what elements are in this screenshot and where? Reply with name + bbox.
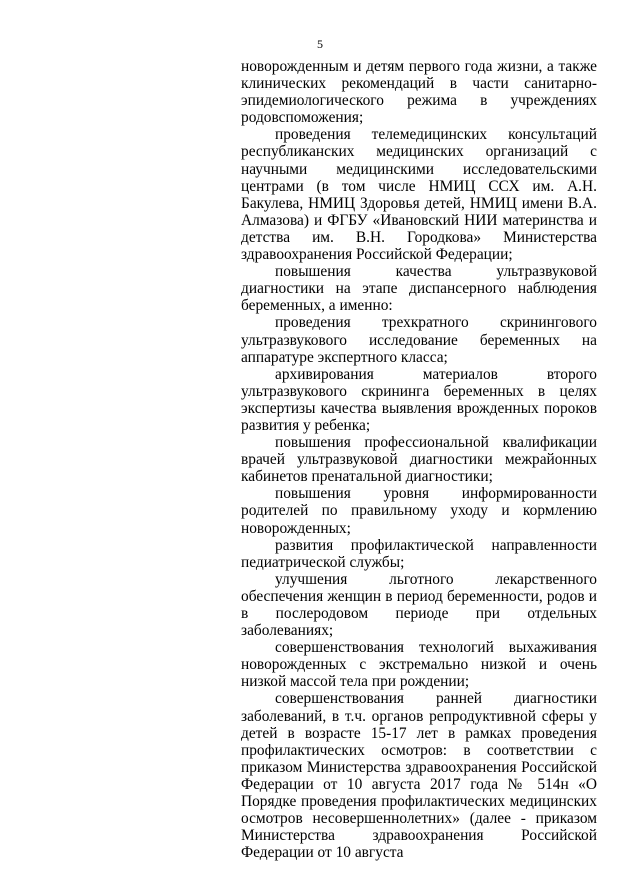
paragraph: проведения трехкратного скринингового ультразвукового исследование беременных на аппаратуре экспертного класса; <box>241 314 597 366</box>
page-number: 5 <box>317 37 323 51</box>
paragraph: повышения профессиональной квалификации врачей ультразвуковой диагностики межрайонных кабинетов пренатальной диагностики; <box>241 434 597 486</box>
paragraph: повышения качества ультразвуковой диагностики на этапе диспансерного наблюдения беременных, а именно: <box>241 263 597 315</box>
paragraph: совершенствования технологий выхаживания новорожденных с экстремально низкой и очень низкой массой тела при рождении; <box>241 639 597 691</box>
paragraph: новорожденным и детям первого года жизни, а также клинических рекомендаций в части санитарно-эпидемиологического режима в учреждениях родовспоможения; <box>241 58 597 127</box>
paragraph: проведения телемедицинских консультаций республиканских медицинских организаций с научными медицинскими исследовательскими центрами (в том числе НМИЦ ССХ им. А.Н. Бакулева, НМИЦ Здоровья детей, НМИЦ имени В.А. Алмазова) и ФГБУ «Ивановский НИИ материнства и детства им. В.Н. Городкова» Министерства здравоохранения Российской Федерации; <box>241 126 597 264</box>
body-text <box>241 58 597 861</box>
paragraph: архивирования материалов второго ультразвукового скрининга беременных в целях экспертизы качества выявления врожденных пороков развития у ребенка; <box>241 365 597 434</box>
paragraph: улучшения льготного лекарственного обеспечения женщин в период беременности, родов и в послеродовом периоде при отдельных заболеваниях; <box>241 570 597 640</box>
paragraph: развития профилактической направленности педиатрической службы; <box>241 536 597 571</box>
paragraph: совершенствования ранней диагностики заболеваний, в т.ч. органов репродуктивной сферы у детей в возрасте 15-17 лет в рамках проведения профилактических осмотров: в соответствии с приказом Министерства здравоохранения Российской Федерации от 10 августа 2017 года № 514н «О Порядке проведения профилактических медицинских осмотров несовершеннолетних» (далее - приказом Министерства здравоохранения Российской Федерации от 10 августа <box>241 690 597 862</box>
paragraph: повышения уровня информированности родителей по правильному уходу и кормлению новорожденных; <box>241 485 597 537</box>
